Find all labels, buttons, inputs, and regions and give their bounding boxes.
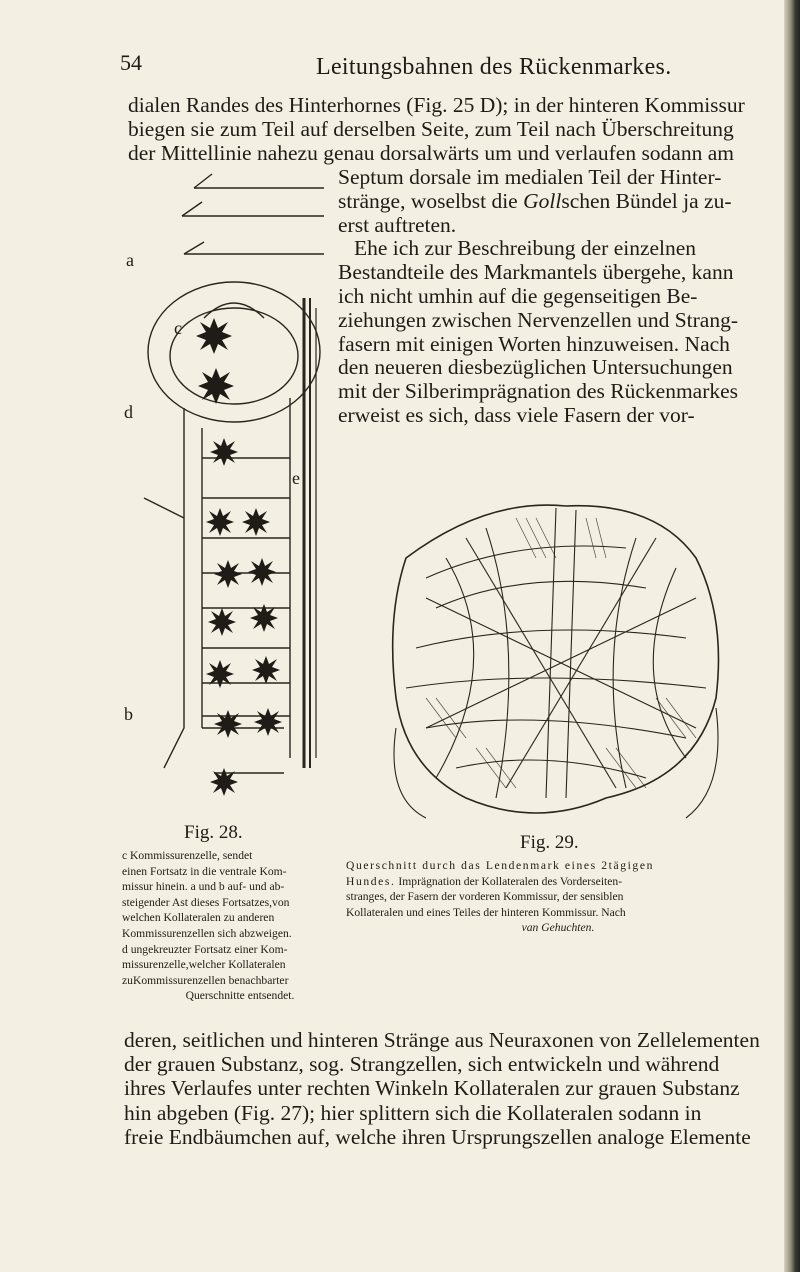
caption-fragment: Hundes. <box>346 874 396 888</box>
caption-author: van Gehuchten. <box>521 921 595 935</box>
text-line: den neueren diesbezüglichen Untersuchungen <box>338 355 733 380</box>
text-line: freie Endbäumchen auf, welche ihren Ursprungszellen analoge Elemente <box>124 1124 751 1149</box>
right-column-paragraph <box>338 166 770 428</box>
text-line: Septum dorsale im medialen Teil der Hinter- <box>338 165 722 189</box>
figure-29-drawing <box>366 498 770 838</box>
text-fragment: schen Bündel ja zu- <box>561 188 732 213</box>
text-line: deren, seitlichen und hinteren Stränge aus Neuraxonen von Zellelementen <box>124 1028 760 1052</box>
figure-28-drawing <box>124 168 324 818</box>
figure-29-illustration <box>366 498 770 838</box>
text-fragment: stränge, woselbst die <box>338 188 524 213</box>
caption-line: einen Fortsatz in die ventrale Kom- <box>122 864 287 878</box>
text-line: hin abgeben (Fig. 27); hier splittern sich die Kollateralen sodann in <box>124 1100 702 1125</box>
caption-line: Kommissurenzellen sich abzweigen. <box>122 926 292 940</box>
caption-fragment: Imprägnation der Kollateralen des Vorderseiten- <box>395 874 623 888</box>
text-line: Bestandteile des Markmantels übergehe, kann <box>338 260 734 285</box>
caption-line-mixed <box>346 874 770 890</box>
text-line: fasern mit einigen Worten hinzuweisen. Nach <box>338 331 730 356</box>
caption-line: welchen Kollateralen zu anderen <box>122 911 275 925</box>
caption-line: stranges, der Fasern der vorderen Kommissur, der sensiblen <box>346 890 624 904</box>
figure-28-label: Fig. 28. <box>184 822 243 843</box>
figure-letter-e: e <box>292 468 300 488</box>
top-paragraph <box>128 94 768 165</box>
text-line: ich nicht umhin auf die gegenseitigen Be- <box>338 283 698 308</box>
figure-28-caption <box>122 848 346 1004</box>
text-line: biegen sie zum Teil auf derselben Seite, zum Teil nach Überschreitung <box>128 116 734 141</box>
text-line: mit der Silberimprägnation des Rückenmarkes <box>338 379 739 404</box>
text-line-goll <box>338 190 770 214</box>
caption-line: d ungekreuzter Fortsatz einer Kom- <box>122 942 288 956</box>
running-title: Leitungsbahnen des Rückenmarkes. <box>316 54 672 80</box>
figure-29-label: Fig. 29. <box>520 832 579 853</box>
page-number: 54 <box>120 50 142 75</box>
goll-name: Goll <box>523 188 562 213</box>
caption-line: Kollateralen und eines Teiles der hinteren Kommissur. Nach <box>346 905 626 919</box>
caption-line: steigender Ast dieses Fortsatzes,von <box>122 895 290 909</box>
figure-28-illustration <box>124 168 324 818</box>
text-line: Ehe ich zur Beschreibung der einzelnen <box>354 236 697 261</box>
figure-letter-a: a <box>126 250 134 270</box>
bottom-paragraph <box>124 1028 784 1149</box>
figure-29-caption <box>346 858 770 936</box>
figure-letter-c: c <box>174 318 182 338</box>
text-line: erst auftreten. <box>338 212 457 237</box>
figure-letter-b: b <box>124 704 133 724</box>
caption-line: missur hinein. a und b auf- und ab- <box>122 880 285 894</box>
text-line: erweist es sich, dass viele Fasern der vor- <box>338 402 695 427</box>
text-line: ihres Verlaufes unter rechten Winkeln Kollateralen zur grauen Substanz <box>124 1076 740 1101</box>
caption-line: Querschnitte entsendet. <box>185 989 295 1003</box>
caption-line: zuKommissurenzellen benachbarter <box>122 973 289 987</box>
text-line: dialen Randes des Hinterhornes (Fig. 25 D); in der hinteren Kommissur <box>128 93 745 117</box>
caption-line: missurenzelle,welcher Kollateralen <box>122 958 286 972</box>
caption-line: c Kommissurenzelle, sendet <box>122 849 253 862</box>
text-line: der grauen Substanz, sog. Strangzellen, sich entwickeln und während <box>124 1052 720 1077</box>
text-line: ziehungen zwischen Nervenzellen und Strang- <box>338 307 738 332</box>
page-edge-shadow <box>784 0 800 1272</box>
figure-letter-d: d <box>124 402 133 422</box>
caption-line: Querschnitt durch das Lendenmark eines 2tägigen <box>346 859 654 872</box>
text-line: der Mittellinie nahezu genau dorsalwärts um und verlaufen sodann am <box>128 140 734 165</box>
